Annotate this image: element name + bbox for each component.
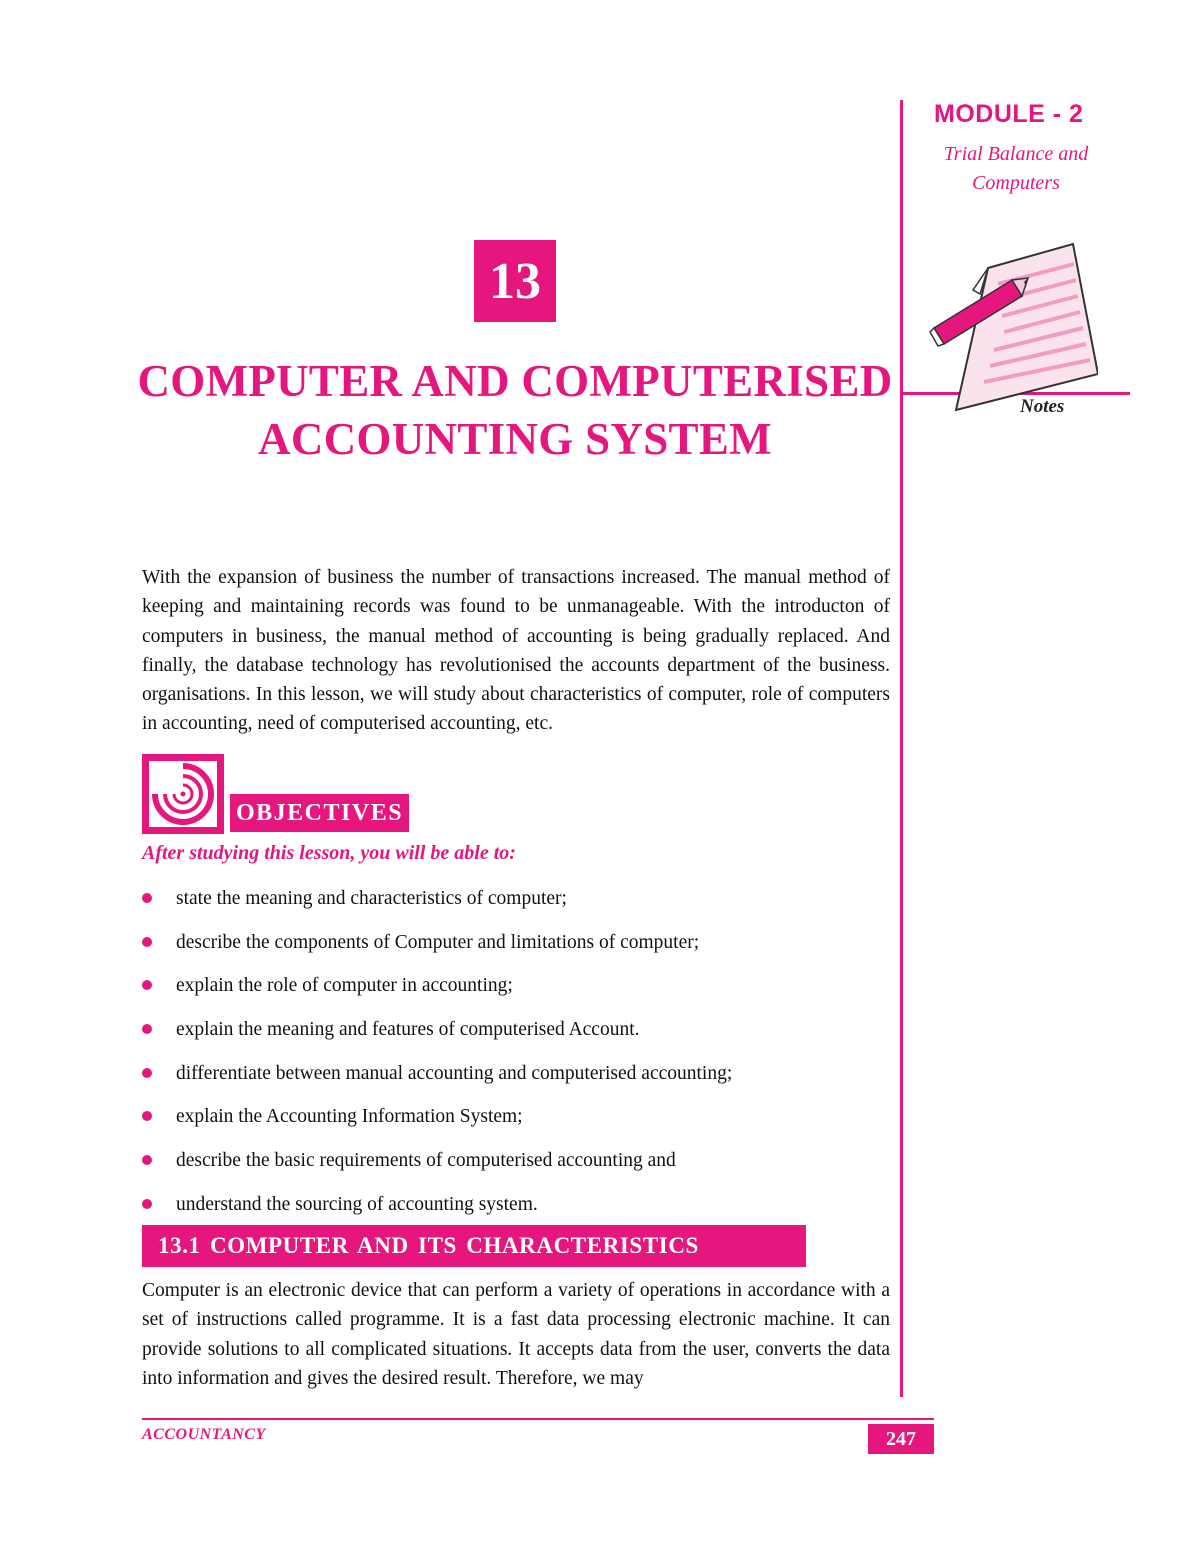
module-subtitle — [910, 140, 1122, 198]
objectives-lead: After studying this lesson, you will be able to: — [142, 842, 516, 864]
list-item-text: differentiate between manual accounting and computerised accounting; — [176, 1062, 733, 1084]
bullet-icon — [142, 1155, 152, 1165]
bullet-icon — [142, 980, 152, 990]
bullet-icon — [142, 1068, 152, 1078]
list-item — [142, 1015, 732, 1059]
bullet-icon — [142, 1024, 152, 1034]
bullet-icon — [142, 893, 152, 903]
chapter-number: 13 — [474, 240, 556, 322]
notes-pencil-icon — [928, 238, 1098, 414]
list-item-text: explain the Accounting Information System; — [176, 1106, 523, 1128]
chapter-title-line1: COMPUTER AND COMPUTERISED — [137, 356, 893, 406]
objectives-label: OBJECTIVES — [230, 794, 409, 832]
list-item-text: explain the role of computer in accounting; — [176, 975, 513, 997]
module-label: MODULE - 2 — [934, 100, 1084, 128]
bullet-icon — [142, 1111, 152, 1121]
list-item — [142, 1102, 732, 1146]
list-item — [142, 884, 732, 928]
intro-paragraph: With the expansion of business the number of transactions increased. The manual method of keeping and maintaining records was found to be unmanageable. With the introducton of computers in business, the manual method of accounting is being gradually replaced. And finally, the database technology has revolutionised the accounts department of the business. organisations. In this lesson, we will study about characteristics of computer, role of computers in accounting, need of computerised accounting, etc. — [142, 567, 890, 735]
list-item-text: state the meaning and characteristics of computer; — [176, 888, 567, 909]
module-subtitle-line2: Computers — [972, 172, 1060, 194]
footer-subject: ACCOUNTANCY — [142, 1426, 266, 1443]
margin-rule — [900, 100, 903, 1397]
list-item-text: explain the meaning and features of computerised Account. — [176, 1019, 640, 1041]
list-item — [142, 928, 732, 972]
list-item-text: understand the sourcing of accounting system. — [176, 1193, 538, 1215]
chapter-title-line2: ACCOUNTING SYSTEM — [258, 414, 772, 464]
objectives-list — [142, 884, 732, 1234]
footer-rule — [142, 1418, 934, 1420]
page-number: 247 — [868, 1424, 934, 1454]
section-heading: 13.1 COMPUTER AND ITS CHARACTERISTICS — [142, 1225, 806, 1267]
chapter-title — [100, 352, 930, 468]
notes-label: Notes — [1020, 396, 1065, 417]
section-paragraph: Computer is an electronic device that can perform a variety of operations in accordance with a set of instructions called programme. It is a fast data processing electronic machine. It can provide solutions to all complicated situations. It accepts data from the user, converts the data into information and gives the desired result. Therefore, we may — [142, 1280, 890, 1389]
objectives-target-icon — [142, 754, 224, 834]
list-item-text: describe the components of Computer and limitations of computer; — [176, 931, 700, 953]
list-item — [142, 971, 732, 1015]
list-item — [142, 1059, 732, 1103]
list-item-text: describe the basic requirements of computerised accounting and — [176, 1150, 676, 1172]
module-subtitle-line1: Trial Balance and — [943, 143, 1089, 165]
list-item — [142, 1146, 732, 1190]
bullet-icon — [142, 1199, 152, 1209]
bullet-icon — [142, 937, 152, 947]
